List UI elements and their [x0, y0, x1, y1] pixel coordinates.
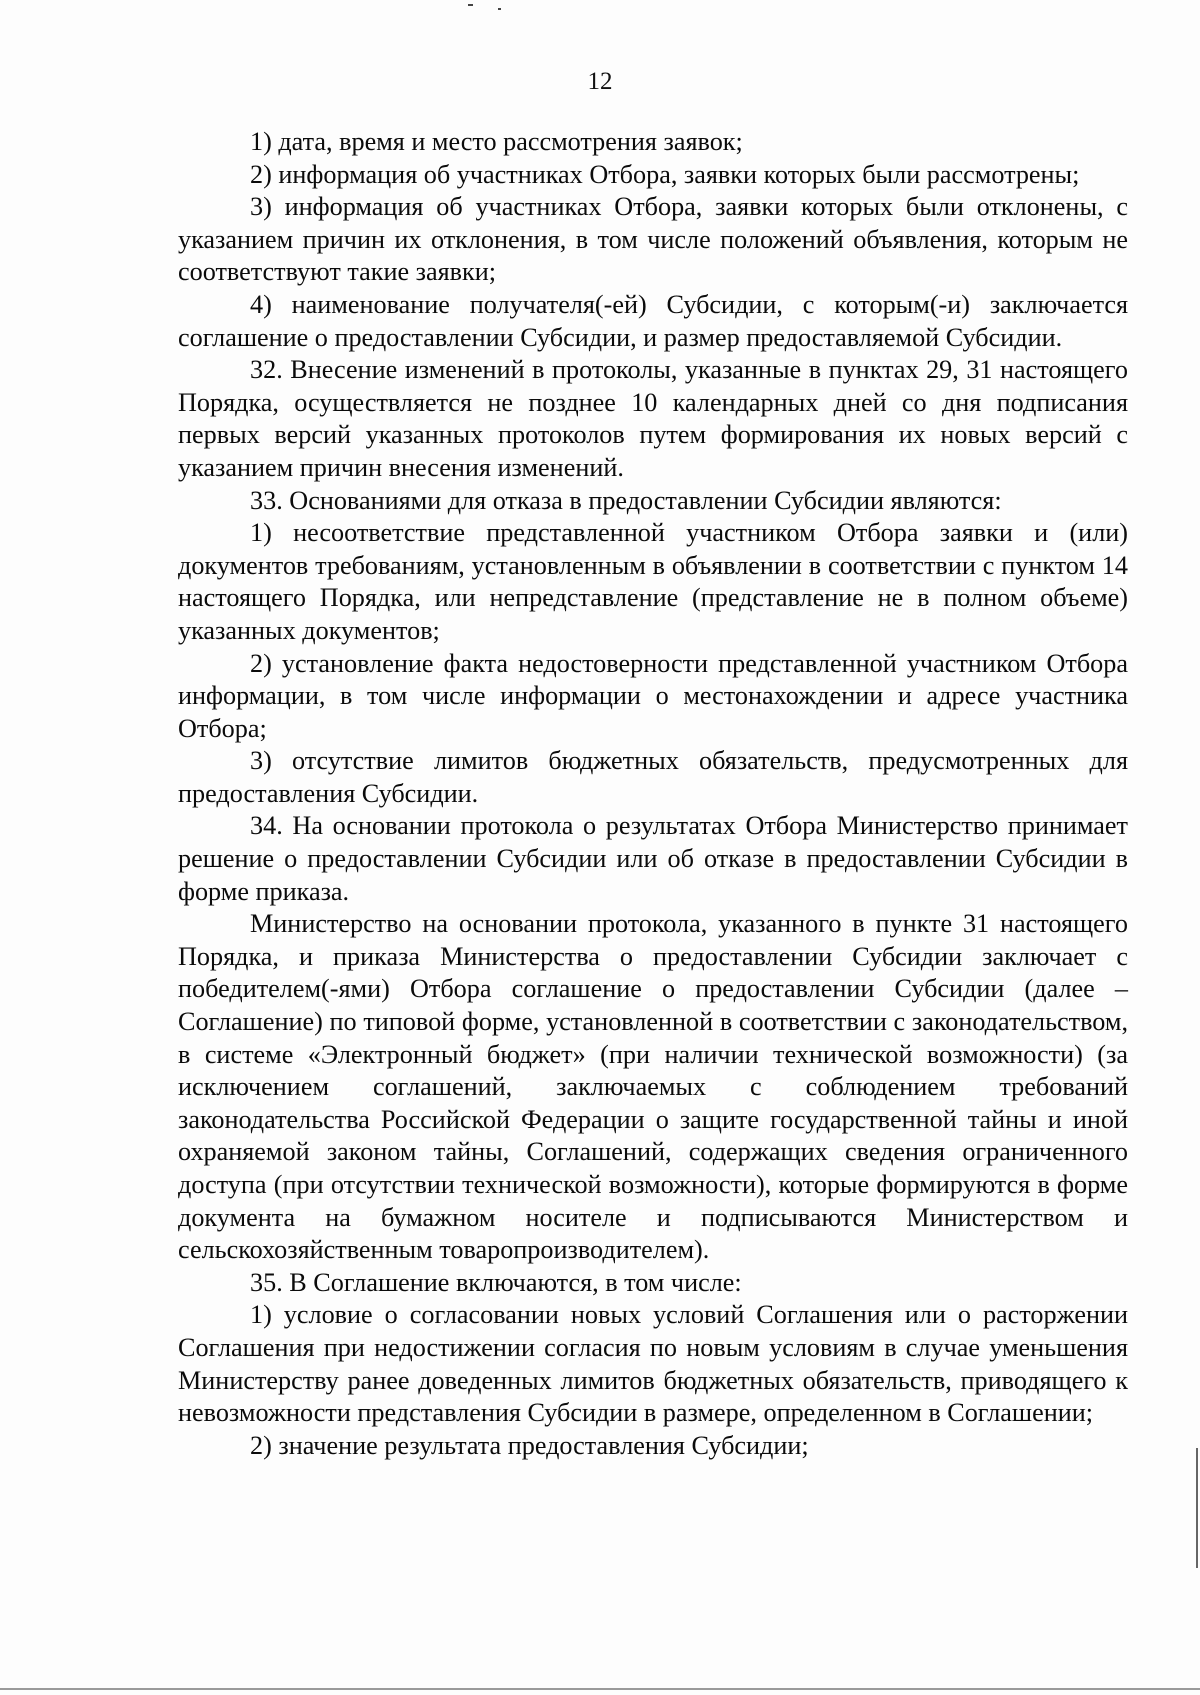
scan-artifact — [1196, 1448, 1198, 1568]
paragraph: 2) установление факта недостоверности представленной участником Отбора информации, в том числе информации о местонахождении и адресе участника Отбора; — [178, 648, 1128, 743]
scan-bottom-edge — [0, 1688, 1200, 1690]
paragraph: 34. На основании протокола о результатах Отбора Министерство принимает решение о предоставлении Субсидии или об отказе в предоставлении Субсидии в форме приказа. — [178, 811, 1128, 906]
paragraph: Министерство на основании протокола, указанного в пункте 31 настоящего Порядка, и приказа Министерства о предоставлении Субсидии заключает с победителем(-ями) Отбора соглашение о предоставлении Субсидии (далее – Соглашение) по типовой форме, установленной в соответствии с законодательством, в системе «Электронный бюджет» (при наличии технической возможности) (за исключением соглашений, заключаемых с соблюдением требований законодательства Российской Федерации о защите государственной тайны и иной охраняемой законом тайны, Соглашений, содержащих сведения ограниченного доступа (при отсутствии технической возможности), которые формируются в форме документа на бумажном носителе и подписываются Министерством и сельскохозяйственным товаропроизводителем). — [178, 909, 1128, 1265]
scan-artifact — [468, 4, 473, 6]
page-number: 12 — [587, 68, 613, 95]
document-body — [178, 126, 1128, 1462]
paragraph: 1) дата, время и место рассмотрения заявок; — [250, 127, 743, 156]
paragraph: 2) значение результата предоставления Субсидии; — [250, 1430, 809, 1460]
paragraph: 2) информация об участниках Отбора, заявки которых были рассмотрены; — [250, 159, 1080, 189]
paragraph: 35. В Соглашение включаются, в том числе: — [250, 1267, 742, 1297]
paragraph: 4) наименование получателя(-ей) Субсидии, с которым(-и) заключается соглашение о предоставлении Субсидии, и размер предоставляемой Субсидии. — [178, 289, 1128, 352]
paragraph: 32. Внесение изменений в протоколы, указанные в пунктах 29, 31 настоящего Порядка, осуществляется не позднее 10 календарных дней со дня подписания первых версий указанных протоколов путем формирования их новых версий с указанием причин внесения изменений. — [178, 355, 1128, 482]
paragraph: 3) информация об участниках Отбора, заявки которых были отклонены, с указанием причин их отклонения, в том числе положений объявления, которым не соответствуют такие заявки; — [178, 192, 1128, 287]
paragraph: 1) условие о согласовании новых условий Соглашения или о расторжении Соглашения при недостижении согласия по новым условиям в случае уменьшения Министерству ранее доведенных лимитов бюджетных обязательств, приводящего к невозможности представления Субсидии в размере, определенном в Соглашении; — [178, 1300, 1128, 1428]
paragraph: 3) отсутствие лимитов бюджетных обязательств, предусмотренных для предоставления Субсидии. — [178, 746, 1128, 808]
scan-artifact — [498, 8, 501, 10]
paragraph: 1) несоответствие представленной участником Отбора заявки и (или) документов требованиям, установленным в объявлении в соответствии с пунктом 14 настоящего Порядка, или непредставление (представление не в полном объеме) указанных документов; — [178, 518, 1128, 645]
paragraph: 33. Основаниями для отказа в предоставлении Субсидии являются: — [250, 485, 1002, 515]
